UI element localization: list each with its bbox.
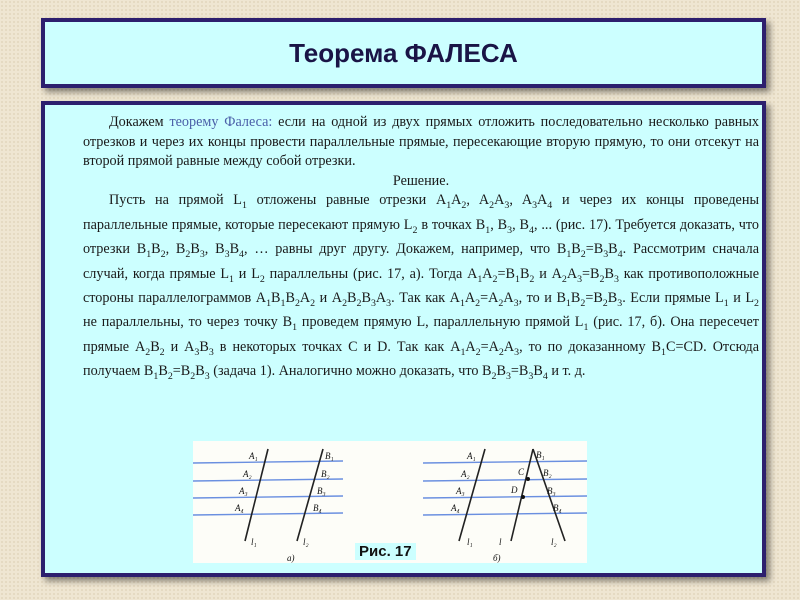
label-a1-a: A₁ — [249, 451, 258, 461]
theorem-text — [83, 113, 759, 387]
label-a2-a: A₂ — [243, 469, 252, 479]
figure-caption: Рис. 17 — [355, 543, 416, 560]
point-c — [526, 477, 530, 481]
label-fig-b: б) — [493, 553, 501, 563]
label-l1-b: l₁ — [467, 537, 473, 547]
slide-title: Теорема ФАЛЕСА — [289, 38, 518, 68]
label-c: C — [518, 467, 525, 477]
labels-b — [450, 450, 562, 563]
label-a2-b: A₂ — [461, 469, 470, 479]
label-b2-a: B₂ — [321, 469, 330, 479]
label-a4-a: A₄ — [235, 503, 244, 513]
label-a3-b: A₃ — [456, 486, 465, 496]
label-a1-b: A₁ — [467, 451, 476, 461]
parallel-lines-b — [423, 461, 587, 515]
label-b4-a: B₄ — [313, 503, 322, 513]
label-b1-a: B₁ — [325, 451, 334, 461]
content-panel — [41, 101, 766, 577]
label-fig-a: а) — [287, 553, 295, 563]
theorem-statement — [83, 113, 759, 172]
label-l1-a: l₁ — [251, 537, 257, 547]
label-b2-b: B₂ — [543, 468, 552, 478]
title-panel — [41, 18, 766, 88]
label-a4-b: A₄ — [451, 503, 460, 513]
point-d — [521, 495, 525, 499]
label-l2-a: l₂ — [303, 537, 309, 547]
label-b3-a: B₃ — [317, 486, 326, 496]
proof-paragraph: Пусть на прямой $L_1$ отложены равные отрезки $A_1A_2$, $A_2A_3$, $A_3A_4$ и через их концы проведены параллельные прямые, которые пересекают прямую $L_2$ в точках $B_1$, $B_3$, $B_4$, ... (рис. 17). Требуется доказать, что отрезки $B_1B_2$, $B_2B_3$, $B_3B_4$, … равны друг другу. Докажем, например, что $B_1B_2=B_3B_4$. Рассмотрим сначала случай, когда прямые $L_1$ и $L_2$ параллельны (рис. 17, а). Тогда $A_1A_2=B_1B_2$ и $A_2A_3=B_2B_3$ как противоположные стороны параллелограммов $A_1B_1B_2A_2$ и $A_2B_2B_3A_3$. Так как $A_1A_2=A_2A_3$, то и $B_1B_2=B_2B_3$. Если прямые $L_1$ и $L_2$ не параллельны, то через точку $B_1$ проведем прямую L, параллельную прямой $L_1$ (рис. 17, б). Она пересечет прямые $A_2B_2$ и $A_3B_3$ в некоторых точках C и D. Так как $A_1A_2=A_2A_3$, то по доказанному $B_1C=CD$. Отсюда получаем $B_1B_2=B_2B_3$ (задача 1). Аналогично можно доказать, что $B_2B_3=B_3B_4$ и т. д. — [83, 192, 760, 383]
line-l-b — [511, 449, 533, 541]
label-l-b: l — [499, 537, 502, 547]
labels-a — [234, 451, 334, 563]
intro-prefix: Докажем — [109, 114, 164, 130]
label-a3-a: A₃ — [239, 486, 248, 496]
label-b4-b: B₄ — [553, 503, 562, 513]
label-b1-b: B₁ — [536, 450, 545, 460]
solution-heading: Решение. — [392, 172, 450, 189]
label-l2-b: l₂ — [551, 537, 557, 547]
label-d: D — [511, 485, 518, 495]
label-b3-b: B₃ — [547, 486, 556, 496]
intro-rest: если на одной из двух прямых отложить последовательно несколько равных отрезков и через их концы провести параллельные прямые, пересекающие вторую прямую, то они отсекут на второй прямой равные между собой отрезки. — [83, 114, 759, 170]
theorem-link[interactable]: теорему Фалеса: — [169, 114, 273, 130]
